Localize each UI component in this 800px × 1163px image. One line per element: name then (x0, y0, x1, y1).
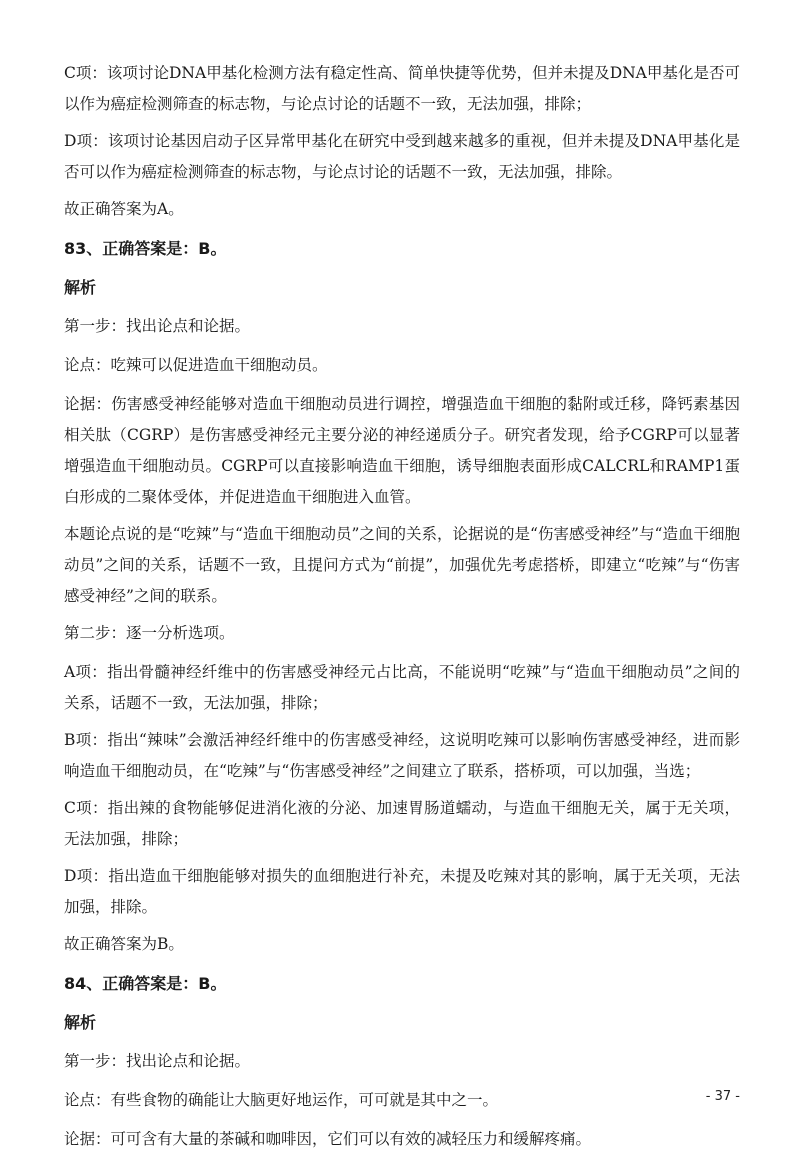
step-one: 第一步：找出论点和论据。 (64, 317, 251, 335)
analysis-heading: 解析 (64, 1013, 97, 1032)
paragraph-option-c: C项：指出辣的食物能够促进消化液的分泌、加速胃肠道蠕动，与造血干细胞无关，属于无关项，无法加强，排除； (64, 799, 740, 848)
question-83-heading: 83、正确答案是：B。 (64, 239, 227, 258)
paragraph-option-d: D项：该项讨论基因启动子区异常甲基化在研究中受到越来越多的重视，但并未提及DNA甲基化是否可以作为癌症检测筛查的标志物，与论点讨论的话题不一致，无法加强，排除。 (64, 132, 740, 181)
page-number: - 37 - (705, 1089, 740, 1104)
argument-evidence: 论据：可可含有大量的茶碱和咖啡因，它们可以有效的减轻压力和缓解疼痛。 (64, 1130, 592, 1148)
question-84-heading: 84、正确答案是：B。 (64, 974, 227, 993)
analysis-heading: 解析 (64, 278, 97, 297)
paragraph-option-c: C项：该项讨论DNA甲基化检测方法有稳定性高、简单快捷等优势，但并未提及DNA甲基化是否可以作为癌症检测筛查的标志物，与论点讨论的话题不一致，无法加强，排除； (64, 64, 740, 113)
paragraph-option-b: B项：指出“辣味”会激活神经纤维中的伤害感受神经，这说明吃辣可以影响伤害感受神经，进而影响造血干细胞动员，在“吃辣”与“伤害感受神经”之间建立了联系，搭桥项，可以加强，当选； (64, 731, 740, 780)
answer-conclusion: 故正确答案为A。 (64, 200, 184, 218)
argument-point: 论点：有些食物的确能让大脑更好地运作，可可就是其中之一。 (64, 1091, 499, 1109)
step-one: 第一步：找出论点和论据。 (64, 1052, 251, 1070)
paragraph-option-a: A项：指出骨髓神经纤维中的伤害感受神经元占比高，不能说明“吃辣”与“造血干细胞动员”之间的关系，话题不一致，无法加强，排除； (64, 663, 740, 712)
document-body (64, 58, 740, 1163)
argument-evidence: 论据：伤害感受神经能够对造血干细胞动员进行调控，增强造血干细胞的黏附或迁移，降钙素基因相关肽（CGRP）是伤害感受神经元主要分泌的神经递质分子。研究者发现，给予CGRP可以显著增强造血干细胞动员。CGRP可以直接影响造血干细胞，诱导细胞表面形成CALCRL和RAMP1蛋白形成的二聚体受体，并促进造血干细胞进入血管。 (64, 395, 740, 506)
step-two: 第二步：逐一分析选项。 (64, 624, 235, 642)
answer-conclusion: 故正确答案为B。 (64, 935, 184, 953)
paragraph-option-d: D项：指出造血干细胞能够对损失的血细胞进行补充，未提及吃辣对其的影响，属于无关项，无法加强，排除。 (64, 867, 740, 916)
analysis-paragraph: 本题论点说的是“吃辣”与“造血干细胞动员”之间的关系，论据说的是“伤害感受神经”与“造血干细胞动员”之间的关系，话题不一致，且提问方式为“前提”，加强优先考虑搭桥，即建立“吃辣”与“伤害感受神经”之间的联系。 (64, 525, 740, 605)
argument-point: 论点：吃辣可以促进造血干细胞动员。 (64, 356, 328, 374)
